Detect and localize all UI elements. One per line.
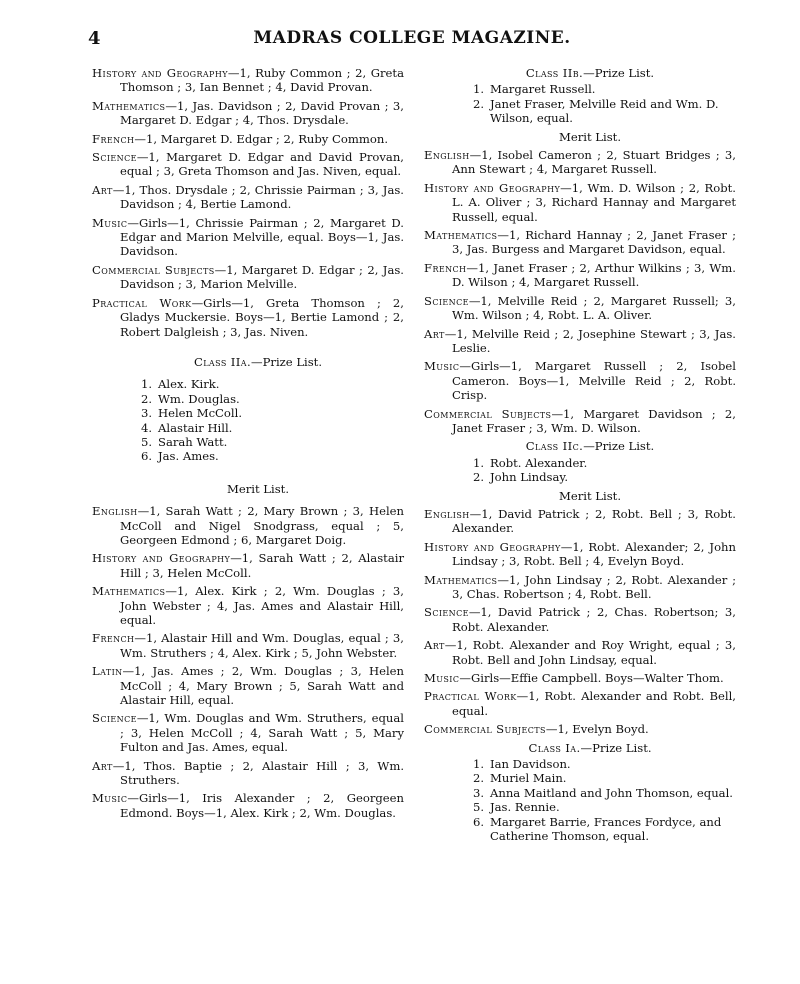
subject-entry: Science—1, Margaret D. Edgar and David Provan, equal ; 3, Greta Thomson and Jas. Niven, equal. <box>92 150 404 179</box>
list-item: 2. Muriel Main. <box>472 771 567 786</box>
subject-entry: Mathematics—1, John Lindsay ; 2, Robt. Alexander ; 3, Chas. Robertson ; 4, Robt. Bell. <box>424 572 736 601</box>
list-item: 5. Jas. Rennie. <box>472 800 560 815</box>
prize-list <box>92 377 404 463</box>
list-item: 1. Robt. Alexander. <box>472 455 588 470</box>
page-number: 4 <box>88 28 101 49</box>
subject-entry: History and Geography—1, Wm. D. Wilson ; 2, Robt. L. A. Oliver ; 3, Richard Hannay and Margaret Russell, equal. <box>424 180 736 224</box>
list-item: 1. Alex. Kirk. <box>140 377 220 392</box>
class-section-continued <box>92 66 404 339</box>
list-item: 2. John Lindsay. <box>472 470 569 485</box>
list-item: 1. Ian Davidson. <box>472 757 571 772</box>
list-item: 5. Sarah Watt. <box>140 434 228 449</box>
prize-list <box>424 757 736 843</box>
subject-entry: Mathematics—1, Alex. Kirk ; 2, Wm. Douglas ; 3, John Webster ; 4, Jas. Ames and Alastair Hill, equal. <box>92 584 404 627</box>
subject-entry: Art—1, Melville Reid ; 2, Josephine Stewart ; 3, Jas. Leslie. <box>424 326 736 355</box>
class-heading: Class Ia.—Prize List. <box>528 740 652 755</box>
merit-heading: Merit List. <box>558 129 622 144</box>
subject-entry: French—1, Janet Fraser ; 2, Arthur Wilkins ; 3, Wm. D. Wilson ; 4, Margaret Russell. <box>424 260 736 290</box>
list-item: 2. Wm. Douglas. <box>140 391 240 406</box>
subject-entry: Latin—1, Jas. Ames ; 2, Wm. Douglas ; 3, Helen McColl ; 4, Mary Brown ; 5, Sarah Watt and Alastair Hill, equal. <box>92 664 404 708</box>
subject-entry: Science—1, Wm. Douglas and Wm. Struthers, equal ; 3, Helen McColl ; 4, Sarah Watt ; 5, Mary Fulton and Jas. Ames, equal. <box>92 711 404 755</box>
subject-entry: Art—1, Robt. Alexander and Roy Wright, equal ; 3, Robt. Bell and John Lindsay, equal. <box>424 638 736 667</box>
subject-entry: Music—Girls—Effie Campbell. Boys—Walter Thom. <box>424 671 724 686</box>
class-heading: Class IIa.—Prize List. <box>193 354 323 369</box>
subject-entry: Music—Girls—1, Iris Alexander ; 2, Georgeen Edmond. Boys—1, Alex. Kirk ; 2, Wm. Douglas. <box>92 791 404 820</box>
right-column <box>424 66 736 848</box>
running-title: MADRAS COLLEGE MAGAZINE. <box>253 28 571 48</box>
class-2a-section <box>92 355 404 820</box>
subject-entry: History and Geography—1, Sarah Watt ; 2, Alastair Hill ; 3, Helen McColl. <box>92 551 404 580</box>
list-item: 4. Alastair Hill. <box>140 420 233 435</box>
subject-entry: Mathematics—1, Jas. Davidson ; 2, David Provan ; 3, Margaret D. Edgar ; 4, Thos. Drysdale. <box>92 98 404 128</box>
subject-entry: Art—1, Thos. Drysdale ; 2, Chrissie Pairman ; 3, Jas. Davidson ; 4, Bertie Lamond. <box>92 182 404 212</box>
subject-entry: Practical Work—1, Robt. Alexander and Robt. Bell, equal. <box>424 689 736 718</box>
prize-list <box>424 82 736 125</box>
subject-entry: French—1, Margaret D. Edgar ; 2, Ruby Common. <box>92 131 389 146</box>
subject-entry: Practical Work—Girls—1, Greta Thomson ; 2, Gladys Muckersie. Boys—1, Bertie Lamond ; 2, Robert Dalgleish ; 3, Jas. Niven. <box>92 295 404 339</box>
subject-entry: French—1, Alastair Hill and Wm. Douglas, equal ; 3, Wm. Struthers ; 4, Alex. Kirk ; 5, John Webster. <box>92 631 404 660</box>
class-heading: Class IIc.—Prize List. <box>525 439 655 454</box>
subject-entry: English—1, Isobel Cameron ; 2, Stuart Bridges ; 3, Ann Stewart ; 4, Margaret Russell. <box>424 148 736 177</box>
page-header <box>88 28 736 50</box>
class-2b-section <box>424 66 736 435</box>
merit-heading: Merit List. <box>226 481 290 496</box>
class-1a-section <box>424 741 736 844</box>
list-item: 1. Margaret Russell. <box>472 82 596 97</box>
subject-entry: Mathematics—1, Richard Hannay ; 2, Janet Fraser ; 3, Jas. Burgess and Margaret Davidson, equal. <box>424 228 736 257</box>
list-item: 6. Jas. Ames. <box>140 449 219 464</box>
subject-entry: Art—1, Thos. Baptie ; 2, Alastair Hill ; 3, Wm. Struthers. <box>92 758 404 788</box>
subject-entry: Commercial Subjects—1, Margaret D. Edgar ; 2, Jas. Davidson ; 3, Marion Melville. <box>92 262 404 292</box>
list-item: 2. Janet Fraser, Melville Reid and Wm. D. Wilson, equal. <box>472 96 719 126</box>
list-item: 3. Helen McColl. <box>140 406 243 421</box>
left-column <box>92 66 404 824</box>
subject-entry: History and Geography—1, Ruby Common ; 2, Greta Thomson ; 3, Ian Bennet ; 4, David Provan. <box>92 66 404 95</box>
class-2c-section <box>424 439 736 736</box>
subject-entry: Music—Girls—1, Chrissie Pairman ; 2, Margaret D. Edgar and Marion Melville, equal. Boys—1, Jas. Davidson. <box>92 215 404 259</box>
subject-entry: History and Geography—1, Robt. Alexander; 2, John Lindsay ; 3, Robt. Bell ; 4, Evelyn Boyd. <box>424 539 736 569</box>
list-item: 6. Margaret Barrie, Frances Fordyce, and Catherine Thomson, equal. <box>472 814 722 844</box>
subject-entry: English—1, David Patrick ; 2, Robt. Bell ; 3, Robt. Alexander. <box>424 506 736 536</box>
subject-entry: Commercial Subjects—1, Margaret Davidson ; 2, Janet Fraser ; 3, Wm. D. Wilson. <box>424 406 736 435</box>
subject-entry: Science—1, Melville Reid ; 2, Margaret Russell; 3, Wm. Wilson ; 4, Robt. L. A. Oliver. <box>424 293 736 323</box>
subject-entry: English—1, Sarah Watt ; 2, Mary Brown ; 3, Helen McColl and Nigel Snodgrass, equal ; 5, Georgeen Edmond ; 6, Margaret Doig. <box>92 504 404 547</box>
subject-entry: Science—1, David Patrick ; 2, Chas. Robertson; 3, Robt. Alexander. <box>424 605 736 634</box>
prize-list <box>424 456 736 485</box>
merit-heading: Merit List. <box>558 488 622 503</box>
class-heading: Class IIb.—Prize List. <box>525 66 655 80</box>
list-item: 3. Anna Maitland and John Thomson, equal. <box>472 785 733 800</box>
subject-entry: Commercial Subjects—1, Evelyn Boyd. <box>424 722 649 737</box>
subject-entry: Music—Girls—1, Margaret Russell ; 2, Isobel Cameron. Boys—1, Melville Reid ; 2, Robt. Crisp. <box>424 359 736 403</box>
